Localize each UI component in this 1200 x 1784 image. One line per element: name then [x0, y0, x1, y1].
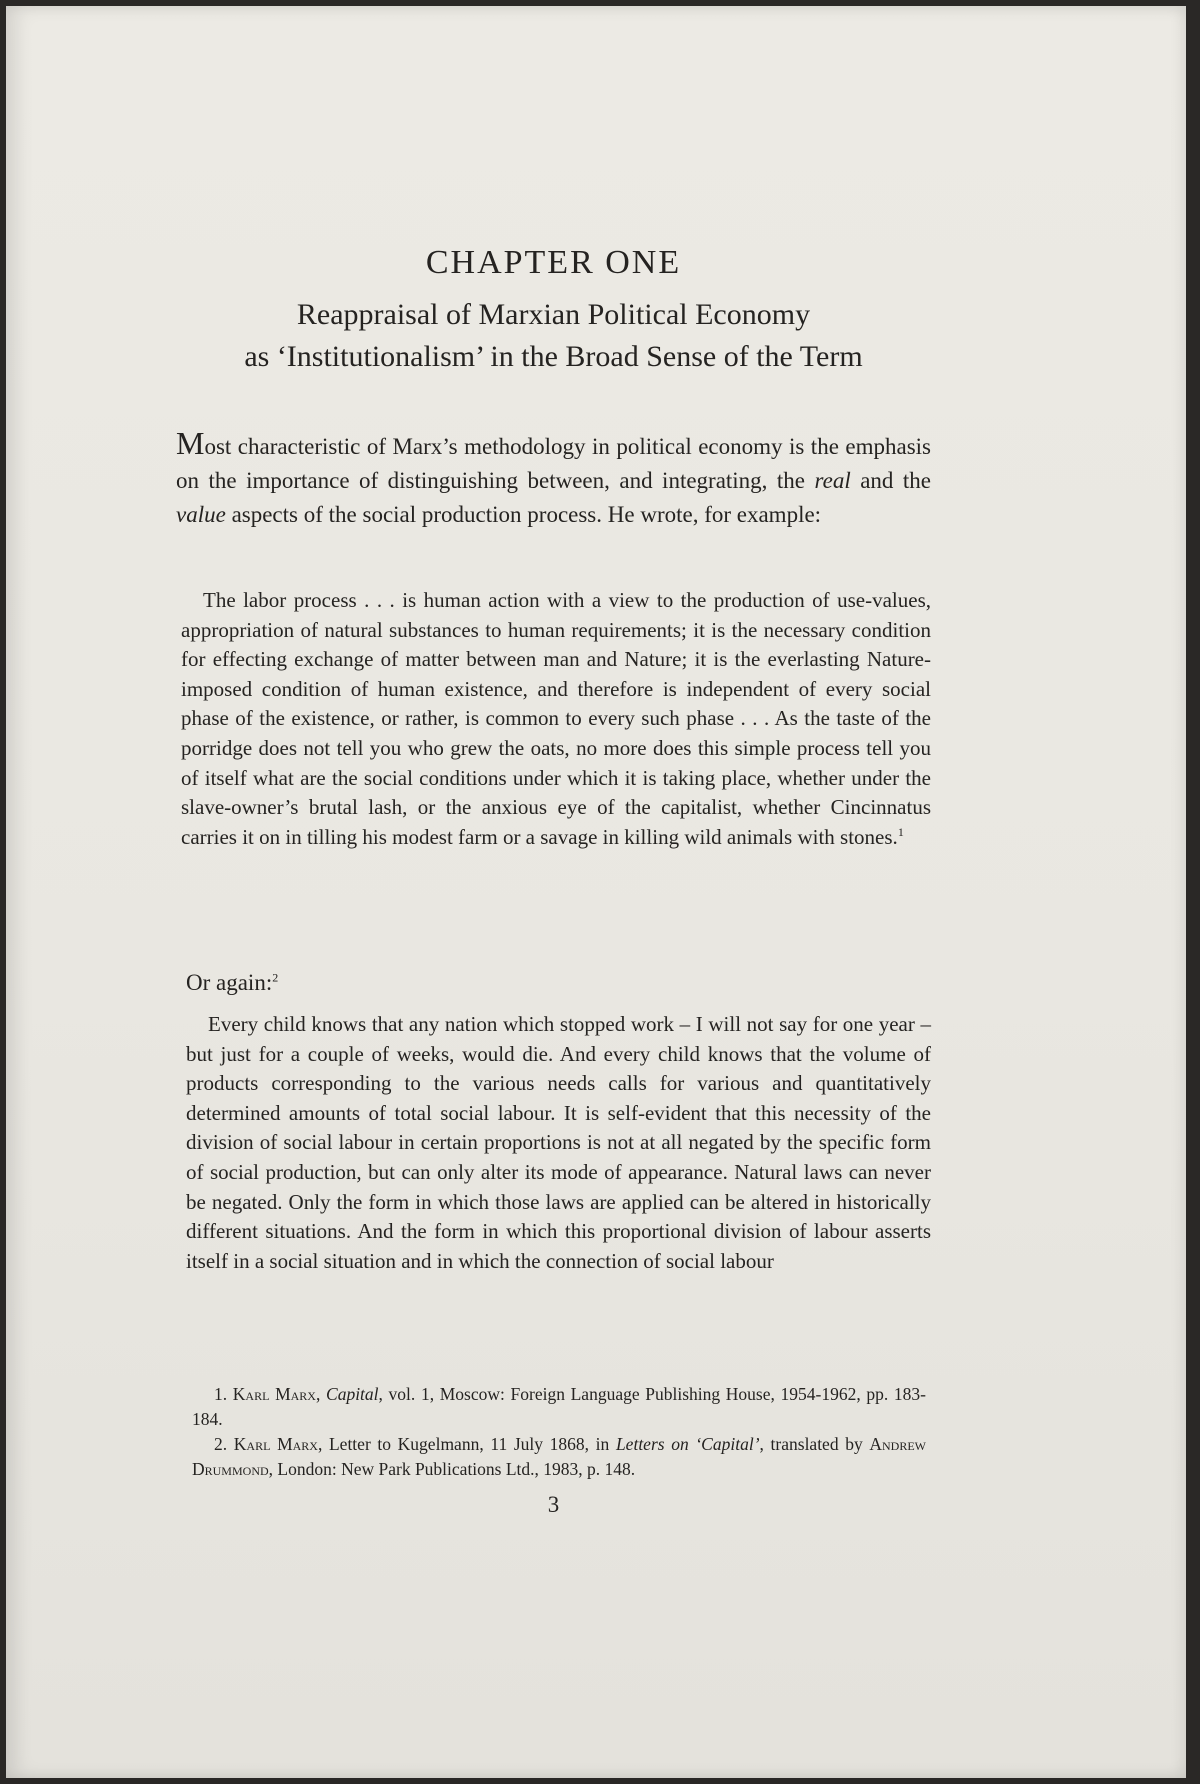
- footnote-ref-1: 1: [897, 824, 904, 839]
- footnote-2-text-2: , translated by: [759, 1434, 870, 1454]
- footnote-2-author: Karl Marx: [233, 1434, 318, 1454]
- block-quote-2-text: Every child knows that any nation which stopped work – I will not say for one year – but just for a couple of weeks, would die. And every child knows that the volume of products corresponding to the various needs calls for various and quantitatively determined amounts of total social labour. It is self-evident that this necessity of the division of social labour in certain proportions is not at all negated by the specific form of social production, but can only alter its mode of appearance. Natural laws can never be negated. Only the form in which those laws are applied can be altered in historically different situations. And the form in which this proportional division of labour asserts itself in a social situation and in which the connection of social labour: [186, 1012, 931, 1273]
- chapter-title-line-2: as ‘Institutionalism’ in the Broad Sense of the Term: [244, 340, 863, 373]
- quote-1-body: The labor process . . . is human action with a view to the production of use-values, appropriation of natural substances to human requirements; it is the necessary condition for effecting exchange of matter between man and Nature; it is the everlasting Nature-imposed condition of human existence, and therefore is independent of every social phase of the existence, or rather, is common to every such phase . . . As the taste of the porridge does not tell you who grew the oats, no more does this simple process tell you of itself what are the social conditions under which it is taking place, whether under the slave-owner’s brutal lash, or the anxious eye of the capitalist, whether Cincinnatus carries it on in tilling his modest farm or a savage in killing wild animals with stones.: [181, 588, 931, 849]
- book-page: [6, 6, 1186, 1778]
- chapter-title: [176, 294, 931, 378]
- intro-text-1: ost characteristic of Marx’s methodology in political economy is the emphasis on the importance of distinguishing between, and integrating, the: [176, 434, 931, 493]
- footnote-1-author: Karl Marx: [232, 1384, 316, 1404]
- transition-line: [186, 966, 941, 1000]
- drop-cap: M: [176, 425, 205, 461]
- footnote-1: [192, 1382, 926, 1432]
- intro-text-2: and the: [850, 468, 931, 493]
- footnote-2-translator: Andrew Drummond: [192, 1434, 927, 1479]
- intro-emphasis-real: real: [814, 468, 851, 493]
- footnote-1-rest: , vol. 1, Moscow: Foreign Language Publishing House, 1954-1962, pp. 183-184.: [192, 1384, 927, 1429]
- footnote-1-number: 1.: [214, 1384, 228, 1404]
- footnote-2-number: 2.: [214, 1434, 228, 1454]
- intro-paragraph: [176, 426, 931, 532]
- footnote-1-work: Capital: [326, 1384, 379, 1404]
- block-quote-1: [181, 586, 931, 852]
- intro-emphasis-value: value: [176, 502, 226, 527]
- footnote-2-text-1: , Letter to Kugelmann, 11 July 1868, in: [317, 1434, 616, 1454]
- chapter-title-line-1: Reappraisal of Marxian Political Economy: [296, 298, 811, 331]
- or-again-text: Or again:: [186, 970, 273, 995]
- intro-text-3: aspects of the social production process. He wrote, for example:: [225, 502, 822, 527]
- footnote-ref-2: 2: [272, 970, 279, 985]
- block-quote-1-text: [181, 586, 931, 852]
- footnote-2: [192, 1432, 926, 1482]
- footnotes: [192, 1382, 926, 1482]
- chapter-number: CHAPTER ONE: [425, 244, 682, 281]
- page-number: 3: [547, 1492, 560, 1517]
- block-quote-2: [186, 1010, 931, 1276]
- footnote-1-sep: ,: [315, 1384, 327, 1404]
- footnote-2-text-3: , London: New Park Publications Ltd., 1983, p. 148.: [268, 1459, 636, 1479]
- footnote-2-work: Letters on ‘Capital’: [615, 1434, 760, 1454]
